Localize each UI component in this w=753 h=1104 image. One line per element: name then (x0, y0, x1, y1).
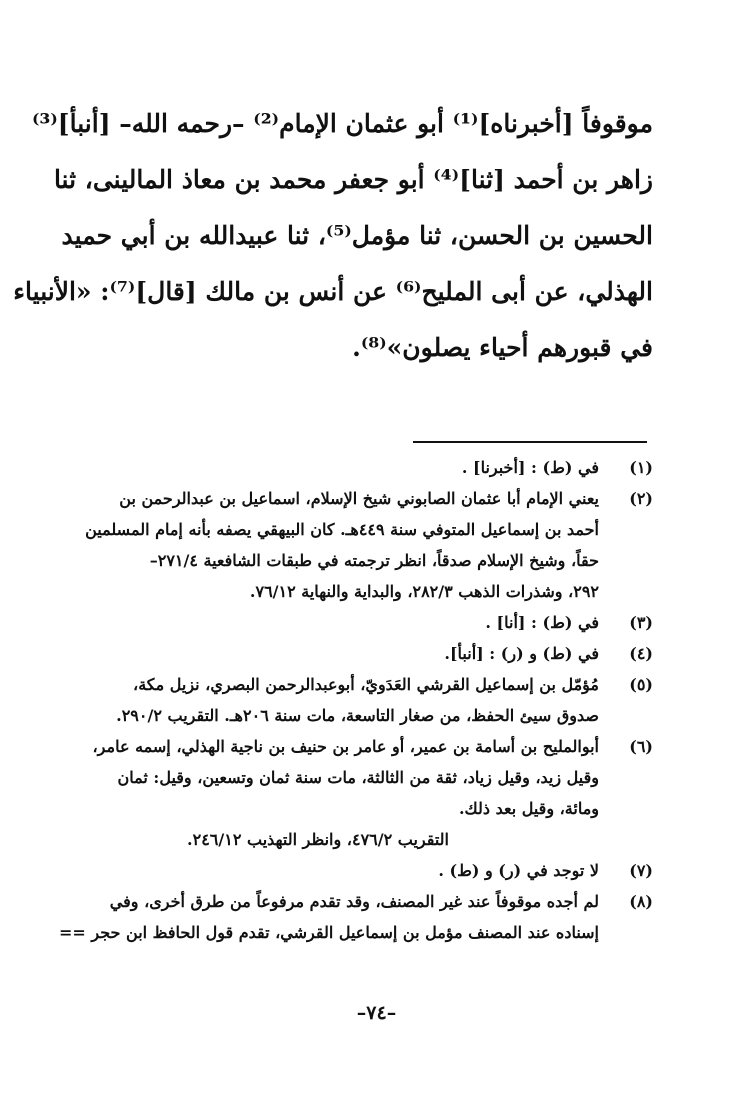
footnote-number: (٥) (629, 675, 653, 694)
footnote-line: وقيل زيد، وقيل زياد، ثقة من الثالثة، مات سنة ثمان وتسعين، وقيل: ثمان (117, 768, 599, 787)
footnote-line: أبوالمليح بن أسامة بن عمير، أو عامر بن حنيف بن ناجية الهذلي، إسمه عامر، (92, 737, 599, 756)
footnote-number: (٣) (629, 613, 653, 632)
footnote-number: (٢) (629, 489, 653, 508)
footnote-line: لم أجده موقوفاً عند غير المصنف، وقد تقدم مرفوعاً من طرق أخرى، وفي (109, 892, 599, 911)
footnote-line: يعني الإمام أبا عثمان الصابوني شيخ الإسلام، اسماعيل بن عبدالرحمن بن (119, 489, 599, 508)
footnote-number: (١) (629, 458, 653, 477)
footnote-3 (68, 607, 653, 638)
footnote-line: لا توجد في (ر) و (ط) . (438, 861, 599, 880)
main-text-line: في قبورهم أحياء يصلون»⁽⁸⁾. (352, 333, 653, 362)
footnote-line: مُؤمّل بن إسماعيل القرشي العَدَويّ، أبوعبدالرحمن البصري، نزيل مكة، (133, 675, 599, 694)
footnote-line: في (ط) : [أخبرنا] . (461, 458, 599, 477)
footnote-number: (٤) (629, 644, 653, 663)
footnote-4 (68, 638, 653, 669)
footnote-line: في (ط) : [أنا] . (485, 613, 599, 632)
main-text-line: الحسين بن الحسن، ثنا مؤمل⁽⁵⁾، ثنا عبيدالله بن أبي حميد (61, 221, 653, 250)
footnote-1 (68, 452, 653, 483)
footnote-separator (413, 441, 647, 443)
footnote-5 (68, 669, 653, 731)
footnote-line: حقاً، وشيخ الإسلام صدقاً، انظر ترجمته في طبقات الشافعية ٢٧١/٤– (149, 551, 599, 570)
footnotes (59, 452, 653, 948)
main-text (13, 96, 653, 376)
footnote-7 (68, 855, 653, 886)
footnote-line: أحمد بن إسماعيل المتوفي سنة ٤٤٩هـ. كان البيهقي يصفه بأنه إمام المسلمين (85, 520, 599, 539)
footnote-line: ٢٩٢، وشذرات الذهب ٢٨٢/٣، والبداية والنهاية ٧٦/١٢. (249, 582, 599, 601)
footnote-8 (59, 886, 653, 948)
main-text-line: زاهر بن أحمد [ثنا]⁽⁴⁾ أبو جعفر محمد بن معاذ المالينى، ثنا (53, 165, 653, 194)
footnote-line: في (ط) و (ر) : [أنبأ]. (444, 644, 599, 663)
footnote-line: التقريب ٤٧٦/٢، وانظر التهذيب ٢٤٦/١٢. (187, 830, 449, 849)
main-text-line: موقوفاً [أخبرناه]⁽¹⁾ أبو عثمان الإمام⁽²⁾ –رحمه الله– [أنبأ]⁽³⁾ (31, 109, 653, 138)
main-text-line: الهذلي، عن أبى المليح⁽⁶⁾ عن أنس بن مالك [قال]⁽⁷⁾: «الأنبياء (13, 277, 653, 306)
footnote-line: ومائة، وقيل بعد ذلك. (458, 799, 599, 818)
footnote-number: (٧) (629, 861, 653, 880)
footnote-line: صدوق سيئ الحفظ، من صغار التاسعة، مات سنة ٢٠٦هـ. التقريب ٢٩٠/٢. (116, 706, 599, 725)
footnote-line: إسناده عند المصنف مؤمل بن إسماعيل القرشي، تقدم قول الحافظ ابن حجر == (59, 923, 599, 942)
footnote-number: (٦) (629, 737, 653, 756)
footnote-number: (٨) (629, 892, 653, 911)
page-number: –٧٤– (356, 1002, 397, 1024)
footnote-2 (68, 483, 653, 607)
footnote-6 (68, 731, 653, 855)
